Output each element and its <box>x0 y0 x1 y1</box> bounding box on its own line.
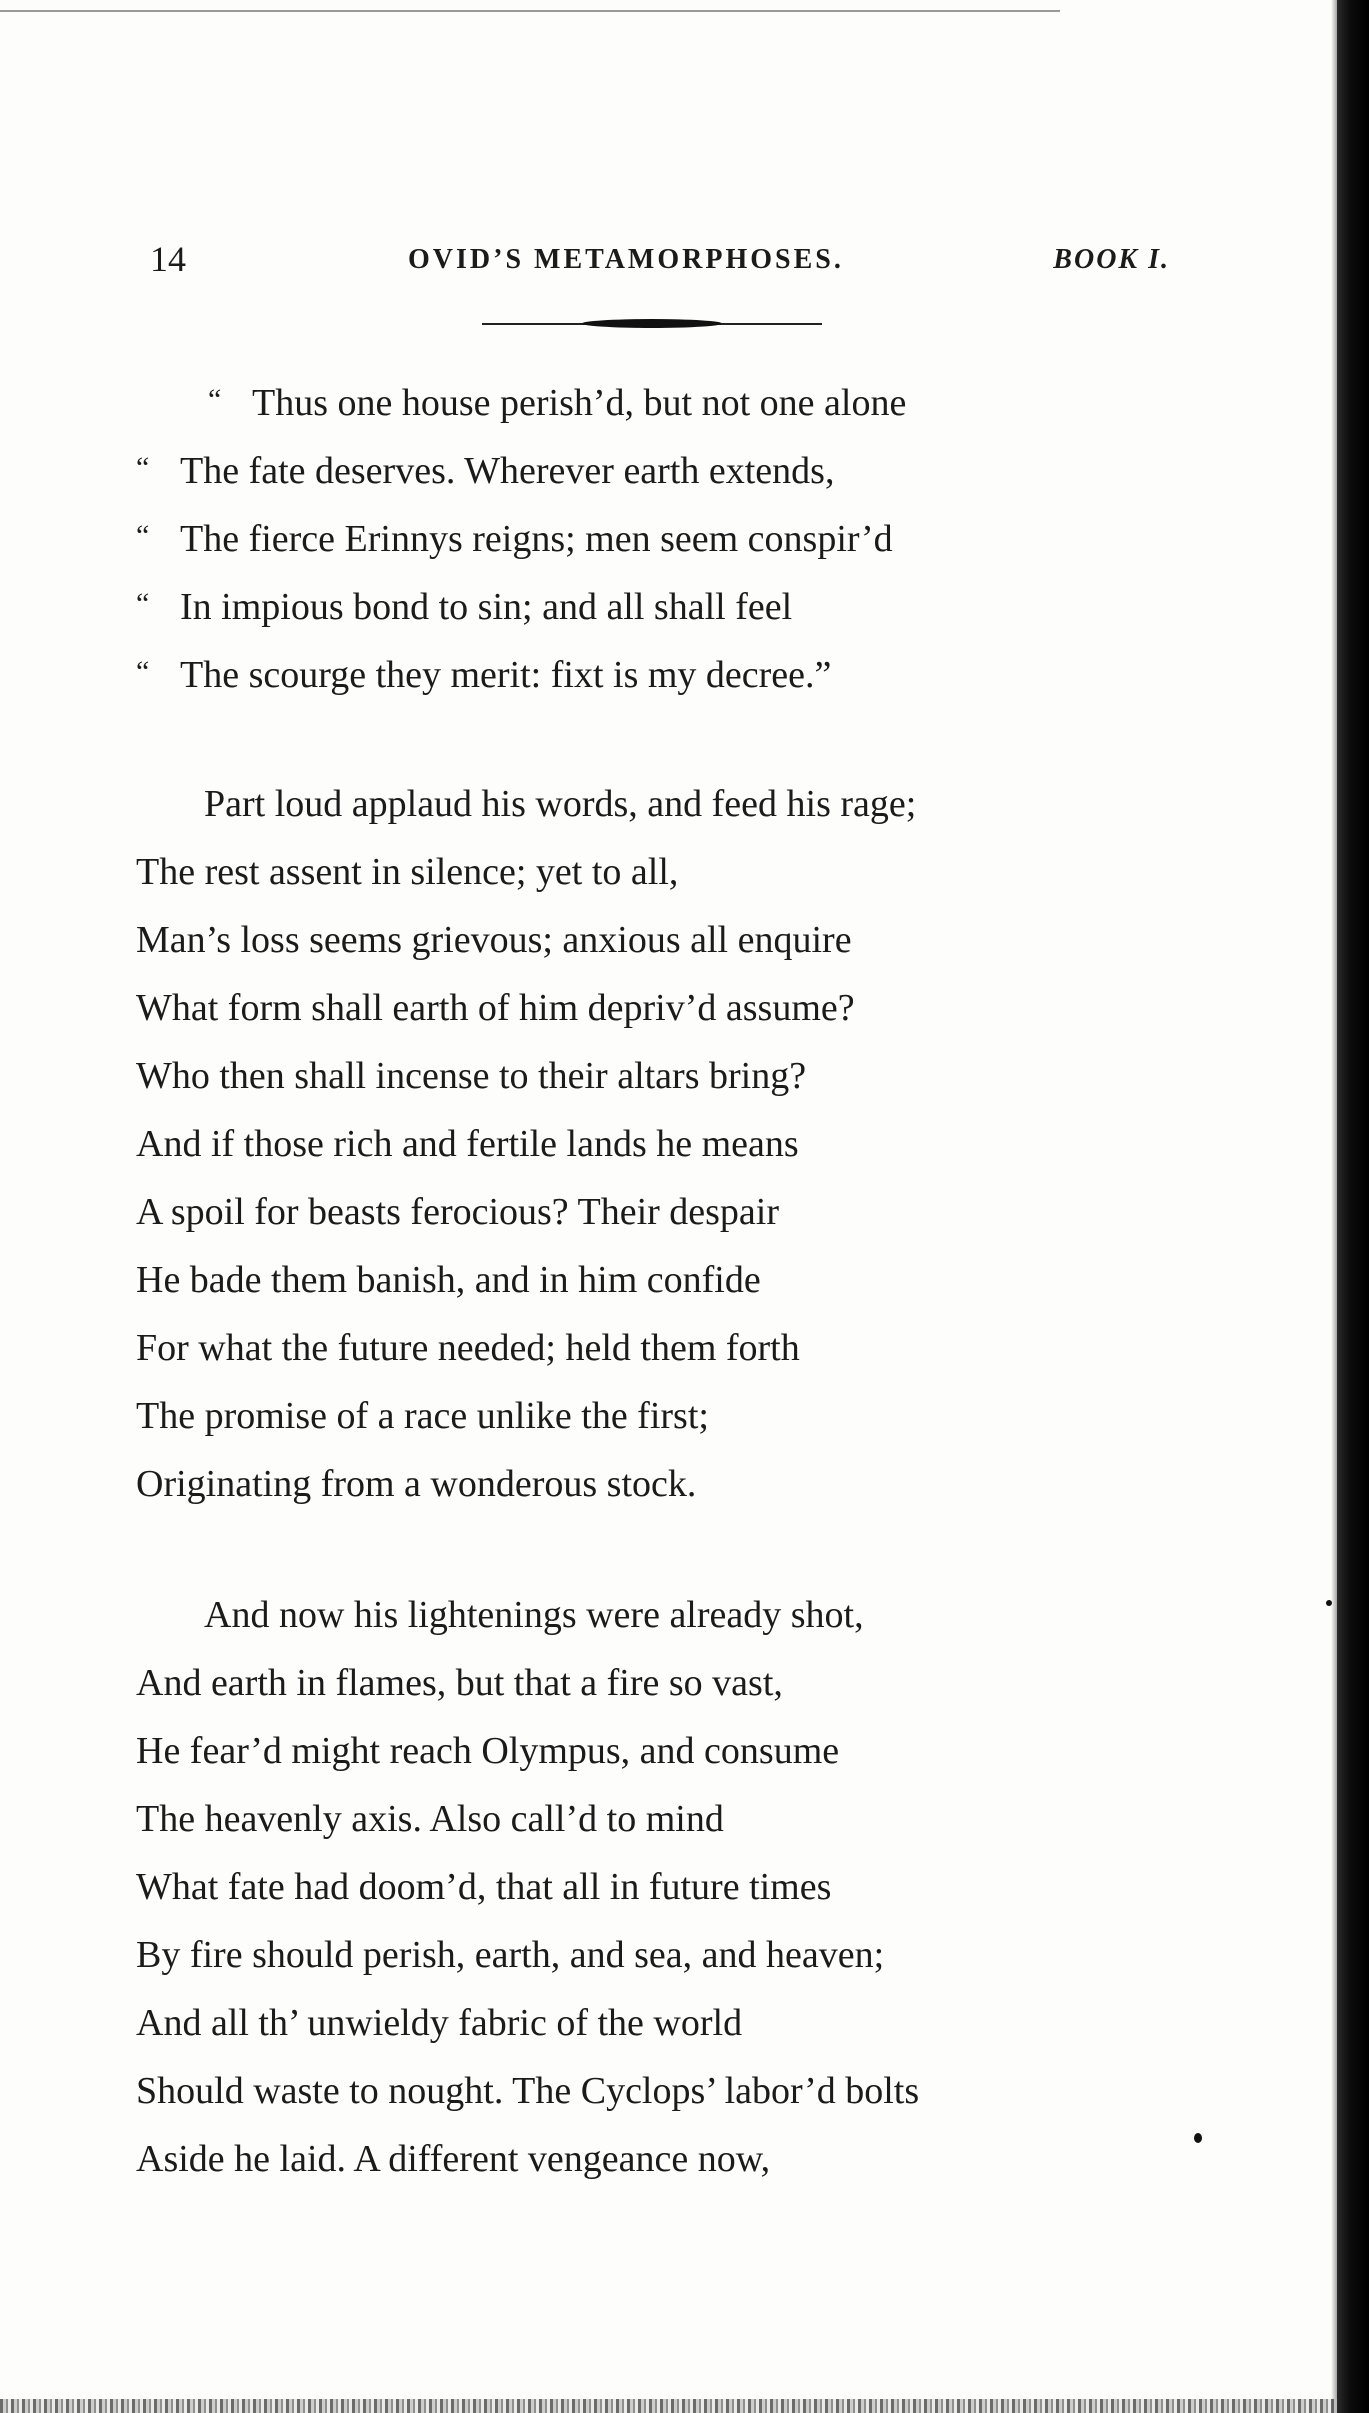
stanza-2 <box>136 770 1116 1518</box>
stanza-3 <box>136 1581 1116 2193</box>
verse-line: “ The scourge they merit: fixt is my decree.” <box>136 638 1116 706</box>
verse-line: “ In impious bond to sin; and all shall feel <box>136 570 1116 638</box>
verse-line: And earth in flames, but that a fire so vast, <box>136 1662 783 1704</box>
quote-mark: “ <box>136 655 150 688</box>
verse-line: And if those rich and fertile lands he means <box>136 1123 799 1165</box>
ink-speck <box>1326 1600 1332 1606</box>
verse-line: The heavenly axis. Also call’d to mind <box>136 1798 724 1840</box>
verse-line: For what the future needed; held them forth <box>136 1327 800 1369</box>
verse-line: And all th’ unwieldy fabric of the world <box>136 2002 743 2044</box>
verse-line: Part loud applaud his words, and feed his rage; <box>204 783 917 825</box>
ink-speck <box>1194 2133 1202 2143</box>
verse-line: Originating from a wonderous stock. <box>136 1463 697 1505</box>
verse-line: And now his lightenings were already shot, <box>204 1594 864 1636</box>
verse-line: A spoil for beasts ferocious? Their despair <box>136 1191 780 1233</box>
verse-line: He bade them banish, and in him confide <box>136 1259 761 1301</box>
page-number: 14 <box>150 239 186 279</box>
verse-line: Who then shall incense to their altars bring? <box>136 1055 807 1097</box>
stanza-1 <box>136 366 1116 706</box>
verse-line: Aside he laid. A different vengeance now, <box>136 2138 771 2180</box>
verse-line: He fear’d might reach Olympus, and consume <box>136 1730 840 1772</box>
header-ornament-rule <box>482 318 822 330</box>
verse-line: The promise of a race unlike the first; <box>136 1395 709 1437</box>
verse-line: “ The fate deserves. Wherever earth extends, <box>136 434 1116 502</box>
verse-line: What form shall earth of him depriv’d assume? <box>136 987 855 1029</box>
quote-mark: “ <box>136 451 150 484</box>
verse-line: “ The fierce Erinnys reigns; men seem conspir’d <box>136 502 1116 570</box>
page-bottom-edge <box>0 2399 1337 2413</box>
quote-mark: “ <box>208 383 222 416</box>
binding-shadow <box>1337 0 1369 2413</box>
top-rule <box>0 10 1060 12</box>
book-label: BOOK I. <box>1053 244 1170 275</box>
verse-line: The rest assent in silence; yet to all, <box>136 851 679 893</box>
running-header <box>150 238 1170 288</box>
verse-line: Man’s loss seems grievous; anxious all enquire <box>136 919 852 961</box>
verse-line: By fire should perish, earth, and sea, and heaven; <box>136 1934 885 1976</box>
verse-line: Should waste to nought. The Cyclops’ labor’d bolts <box>136 2070 920 2112</box>
running-title: OVID’S METAMORPHOSES. <box>408 244 844 275</box>
verse-line: What fate had doom’d, that all in future times <box>136 1866 832 1908</box>
quote-mark: “ <box>136 519 150 552</box>
quote-mark: “ <box>136 587 150 620</box>
verse-line: “ Thus one house perish’d, but not one alone <box>136 366 1116 434</box>
